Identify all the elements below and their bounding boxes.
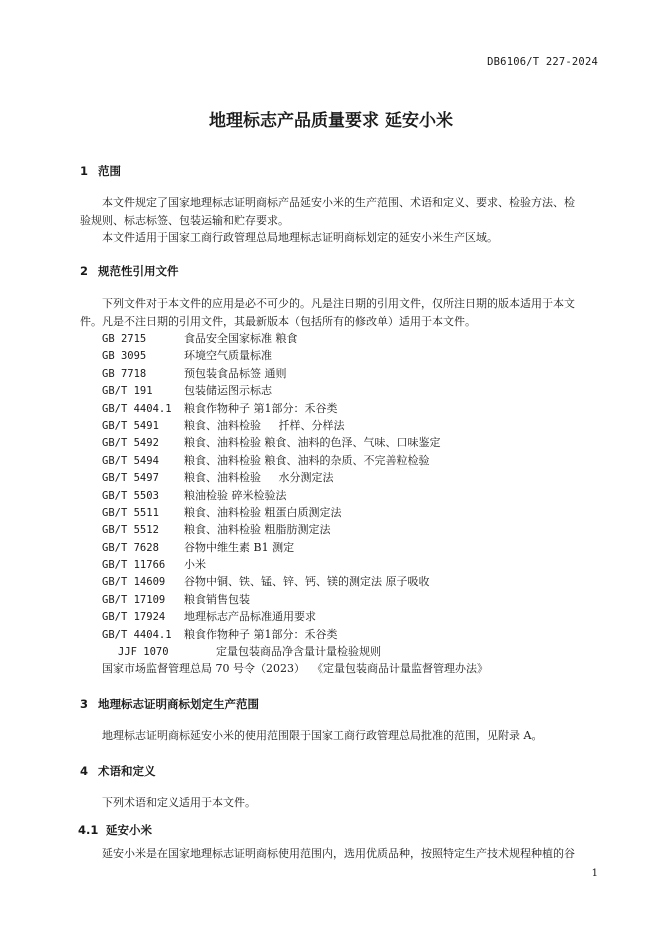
reference-code: GB/T 4404.1 — [102, 628, 172, 641]
section-number: 4 — [80, 764, 89, 778]
reference-code: GB/T 14609 — [102, 576, 166, 589]
reference-title: 粮食、油料检验 粗蛋白质测定法 — [184, 505, 342, 519]
reference-row — [102, 573, 488, 590]
reference-title: 粮食、油料检验 粮食、油料的杂质、不完善粒检验 — [184, 453, 430, 467]
reference-title: 谷物中维生素 B1 测定 — [184, 540, 295, 554]
section-3-paragraph — [80, 727, 600, 745]
reference-code: GB/T 5492 — [102, 437, 159, 450]
reference-row — [102, 556, 488, 573]
reference-row-jjf — [102, 643, 488, 660]
reference-title: 食品安全国家标准 粮食 — [184, 332, 298, 345]
section-1-paragraph-1 — [80, 194, 600, 229]
reference-title: 定量包装商品净含量计量检验规则 — [216, 645, 381, 659]
reference-code: GB/T 5512 — [102, 524, 159, 537]
reference-title: 粮食、油料检验 水分测定法 — [184, 471, 334, 485]
text-line: 本文件适用于国家工商行政管理总局地理标志证明商标划定的延安小米生产区域。 — [102, 231, 498, 244]
section-4-paragraph — [80, 794, 600, 812]
reference-code: GB/T 191 — [102, 385, 153, 398]
reference-title: 粮食、油料检验 扦样、分样法 — [184, 418, 345, 432]
text-line: 延安小米是在国家地理标志证明商标使用范围内，选用优质品种，按照特定生产技术规程种植的谷 — [102, 847, 575, 860]
reference-code: GB/T 11766 — [102, 559, 166, 572]
reference-code: GB/T 4404.1 — [102, 402, 172, 415]
reference-code: GB 2715 — [102, 333, 147, 345]
reference-row — [102, 330, 488, 347]
section-1-paragraph-2 — [80, 229, 600, 247]
document-title: 地理标志产品质量要求 延安小米 — [209, 111, 453, 131]
reference-title: 粮食作物种子 第1部分：禾谷类 — [184, 627, 338, 641]
reference-row — [102, 417, 488, 434]
reference-code: GB/T 17109 — [102, 593, 166, 606]
reference-title: 粮食、油料检验 粗脂肪测定法 — [184, 523, 331, 537]
section-4-heading — [80, 763, 156, 779]
reference-title: 粮食作物种子 第1部分：禾谷类 — [184, 401, 338, 415]
text-line: 验规则、标志标签、包装运输和贮存要求。 — [80, 213, 289, 227]
reference-row — [102, 400, 488, 417]
reference-code: GB/T 5497 — [102, 472, 159, 485]
reference-title: 粮食、油料检验 粮食、油料的色泽、气味、口味鉴定 — [184, 436, 441, 450]
text-line: 本文件规定了国家地理标志证明商标产品延安小米的生产范围、术语和定义、要求、检验方法、检 — [102, 196, 575, 209]
page-number: 1 — [591, 868, 598, 879]
reference-code: GB 7718 — [102, 367, 147, 380]
section-4-1-paragraph — [80, 845, 600, 863]
section-title: 术语和定义 — [98, 764, 156, 778]
reference-row — [102, 521, 488, 538]
reference-row — [102, 434, 488, 451]
reference-row — [102, 487, 488, 504]
text-line: 地理标志证明商标延安小米的使用范围限于国家工商行政管理总局批准的范围，见附录 A。 — [102, 729, 543, 742]
text-line: 下列文件对于本文件的应用是必不可少的。凡是注日期的引用文件，仅所注日期的版本适用于本文 — [102, 297, 575, 310]
reference-row — [102, 347, 488, 364]
reference-regulation: 国家市场监督管理总局 70 号令（2023） 《定量包装商品计量监督管理办法》 — [102, 662, 488, 676]
reference-code: GB/T 17924 — [102, 611, 166, 624]
section-title: 延安小米 — [106, 823, 152, 837]
reference-title: 地理标志产品标准通用要求 — [184, 610, 316, 624]
reference-code: JJF 1070 — [118, 646, 169, 659]
section-4-1-heading — [78, 822, 152, 838]
reference-row — [102, 452, 488, 469]
reference-title: 粮油检验 碎米检验法 — [184, 488, 287, 502]
normative-references-list — [102, 330, 488, 678]
section-3-heading — [80, 696, 259, 712]
document-code: DB6106/T 227-2024 — [487, 56, 598, 68]
reference-code: GB/T 7628 — [102, 541, 159, 554]
reference-title: 粮食销售包装 — [184, 592, 250, 606]
section-number: 4.1 — [78, 823, 99, 837]
reference-title: 预包装食品标签 通则 — [184, 366, 287, 380]
reference-title: 小米 — [184, 558, 206, 572]
section-number: 2 — [80, 264, 89, 278]
section-1-heading — [80, 163, 121, 179]
section-number: 3 — [80, 697, 89, 711]
section-title: 地理标志证明商标划定生产范围 — [98, 697, 259, 711]
reference-row — [102, 608, 488, 625]
text-line: 件。凡是不注日期的引用文件，其最新版本（包括所有的修改单）适用于本文件。 — [80, 314, 476, 328]
reference-row — [102, 539, 488, 556]
reference-row — [102, 504, 488, 521]
section-2-heading — [80, 263, 179, 279]
reference-code: GB/T 5491 — [102, 419, 159, 432]
section-number: 1 — [80, 164, 89, 178]
reference-title: 环境空气质量标准 — [184, 349, 272, 363]
section-2-intro — [80, 295, 600, 330]
reference-code: GB/T 5511 — [102, 506, 159, 519]
reference-row — [102, 365, 488, 382]
reference-row — [102, 382, 488, 399]
reference-code: GB/T 5494 — [102, 454, 159, 467]
section-title: 范围 — [98, 164, 121, 178]
reference-row — [102, 469, 488, 486]
text-line: 下列术语和定义适用于本文件。 — [102, 796, 256, 809]
reference-title: 谷物中铜、铁、锰、锌、钙、镁的测定法 原子吸收 — [184, 575, 430, 589]
reference-code: GB/T 5503 — [102, 489, 159, 502]
reference-title: 包装储运图示标志 — [184, 384, 272, 398]
reference-code: GB 3095 — [102, 350, 147, 363]
reference-row — [102, 591, 488, 608]
section-title: 规范性引用文件 — [98, 264, 179, 278]
reference-row — [102, 626, 488, 643]
